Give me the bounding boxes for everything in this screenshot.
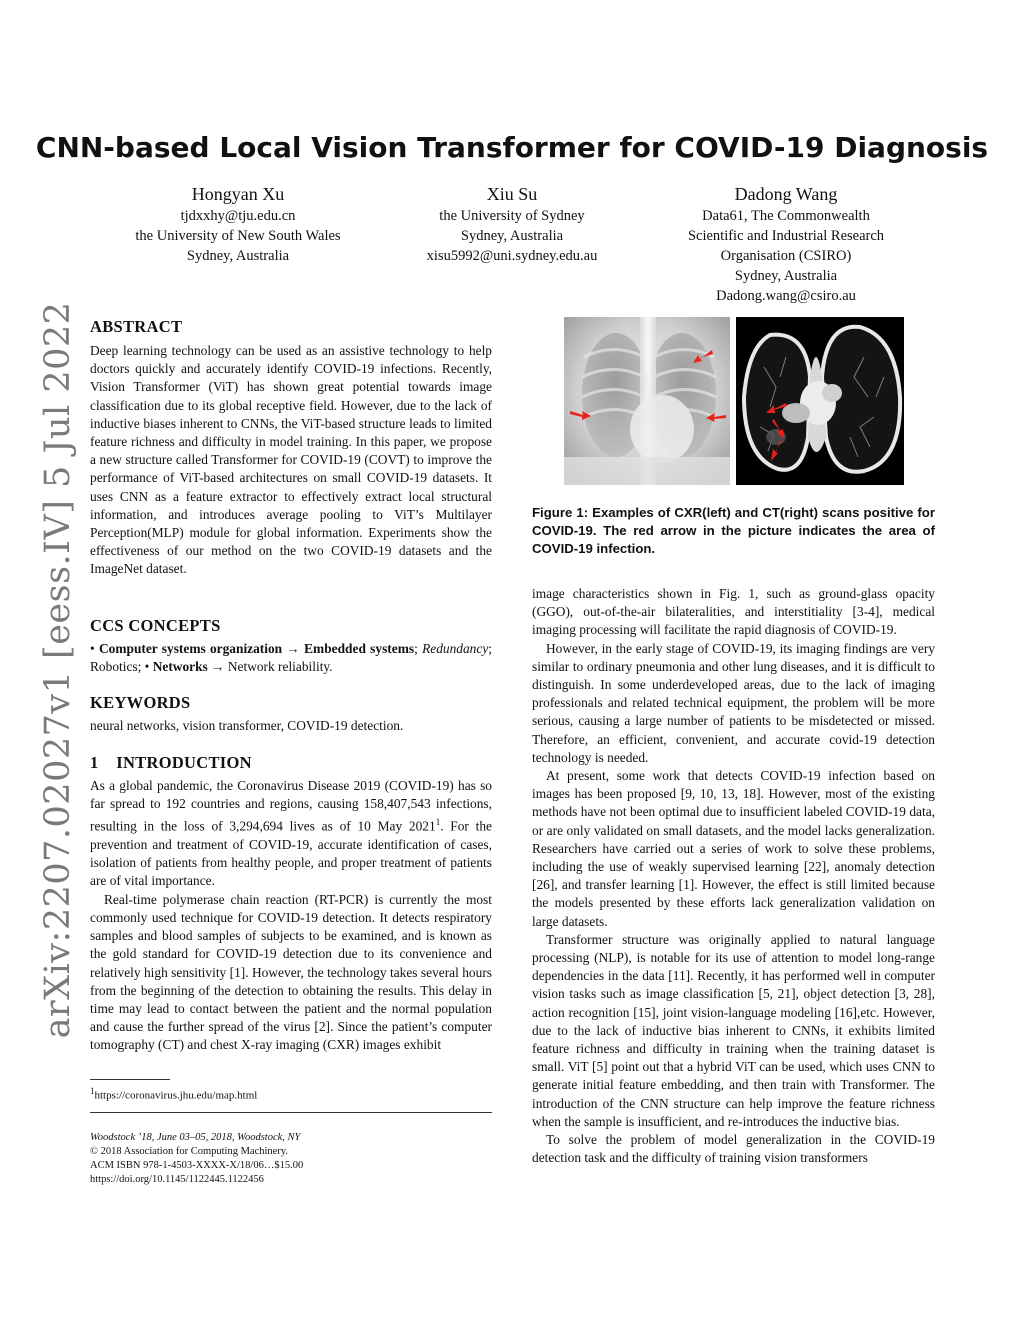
author-affiliation: Scientific and Industrial Research (687, 228, 885, 244)
author-block-2 (362, 182, 662, 266)
body-paragraph: At present, some work that detects COVID-19 infection based on images has been proposed [9, 10, 13, 18]. However, most of the existing methods have not been optimal due to insufficient labeled COVID-19 data, or are only validated on small datasets, and the model lacks generalization. Researchers have carried out a series of work to solve these problems, including the use of weakly supervised learning [22], anomaly detection [26], and transfer learning [1]. However, the effect is still limited because the models presented by these efforts lack generalization validation on large datasets. (532, 768, 935, 929)
author-block-3 (636, 182, 936, 306)
author-location: Sydney, Australia (734, 268, 838, 284)
ccs-separator: ; (414, 641, 423, 656)
footer-doi: https://doi.org/10.1145/1122445.1122456 (90, 1174, 264, 1185)
keywords-text (90, 717, 492, 735)
body-paragraph: Transformer structure was originally applied to natural language processing (NLP), is notable for its use of attention to model long-range dependencies in the data [11]. Recently, it has performed well in computer vision tasks such as image classification [5, 21], object detection [3, 28], action recognition [15], joint vision-language modeling [16],etc. However, due to the lack of inductive bias inherent to CNNs, it exhibits limited feature richness and difficulty in training when the training dataset is small. ViT [5] point out that a hybrid ViT can be used, which uses CNN to generate initial feature embedding, and then train with Transformer. The introduction of the CNN structure can help improve the feature richness when the sample is insufficient, and re-introduces the inductive bias. (532, 931, 935, 1129)
footnote-rule (90, 1079, 170, 1080)
author-location: Sydney, Australia (186, 248, 290, 264)
footer-isbn: ACM ISBN 978-1-4503-XXXX-X/18/06…$15.00 (90, 1160, 304, 1171)
cxr-scan (564, 317, 730, 485)
author-affiliation: Data61, The Commonwealth (702, 208, 870, 224)
keywords-paragraph: neural networks, vision transformer, COVID-19 detection. (90, 718, 404, 733)
ccs-concept: Redundancy (422, 641, 489, 656)
body-paragraph: image characteristics shown in Fig. 1, such as ground-glass opacity (GGO), out-of-the-air bilateralities, and interstitiality [3-4], medical imaging processing will facilitate the rapid diagnosis of COVID-19. (532, 586, 935, 638)
figure-1-caption: Figure 1: Examples of CXR(left) and CT(right) scans positive for COVID-19. The red arrow in the picture indicates the area of COVID-19 infection. (532, 505, 935, 556)
footnote-url: https://coronavirus.jhu.edu/map.html (94, 1089, 258, 1102)
footer-venue: Woodstock ’18, June 03–05, 2018, Woodstock, NY (90, 1132, 301, 1143)
author-location: Sydney, Australia (460, 228, 564, 244)
ccs-arrow: → (282, 641, 305, 656)
footer-copyright: © 2018 Association for Computing Machinery. (90, 1146, 289, 1157)
author-block-1 (88, 182, 388, 266)
footnote-marker: 1 (435, 817, 441, 828)
abstract-paragraph: Deep learning technology can be used as an assistive technology to help doctors quickly and accurately identify COVID-19 infections. Recently, Vision Transformer (ViT) has shown great potential towards image classification due to its global receptive field. However, due to the lack of inductive biases inherent to CNNs, the ViT-based structure leads to limited feature richness and difficulty in model training. In this paper, we propose a new structure called Transformer for COVID-19 (COVT) to improve the performance of ViT-based architectures on small COVID-19 datasets. It uses CNN as a feature extractor to effectively extract local structural information, and introduces average pooling to ViT’s Multilayer Perception(MLP) module for global information. Experiments show the effectiveness of our method on the two COVID-19 datasets and the ImageNet dataset. (90, 343, 492, 577)
keywords-heading: KEYWORDS (90, 693, 191, 712)
author-name: Hongyan Xu (191, 184, 285, 204)
footnote (90, 1086, 257, 1102)
author-affiliation: the University of New South Wales (135, 228, 341, 244)
footer-rule (90, 1112, 492, 1113)
author-email: tjdxxhy@tju.edu.cn (180, 208, 296, 224)
abstract-text (90, 342, 492, 579)
intro-paragraph-1 (90, 777, 492, 891)
arxiv-identifier: arXiv:2207.02027v1 [eess.IV] 5 Jul 2022 (38, 301, 78, 1039)
author-affiliation: the University of Sydney (439, 208, 585, 224)
paper-title: CNN-based Local Vision Transformer for COVID-19 Diagnosis (35, 131, 989, 164)
acm-footer (90, 1131, 303, 1187)
ccs-bullet: • (90, 641, 99, 656)
right-column-text (532, 585, 935, 1168)
abstract-heading: ABSTRACT (90, 317, 183, 336)
ccs-concept: Embedded systems (304, 641, 415, 656)
ccs-separator: ; Robotics; • (90, 641, 492, 675)
figure-1 (564, 317, 904, 490)
intro-paragraph-2: Real-time polymerase chain reaction (RT-PCR) is currently the most commonly used technique for COVID-19 detection. It detects respiratory samples and blood samples of subjects to be examined, and is known as the gold standard for COVID-19 detection due to its convenience and relatively high sensitivity [1]. However, the technology takes several hours from the beginning of the detection to obtaining the results. This delay in time may lead to contact between the patient and the normal population and cause the further spread of the virus [2]. Since the patient’s computer tomography (CT) and chest X-ray imaging (CXR) images exhibit (90, 891, 492, 1053)
figure-1-image (564, 317, 904, 485)
introduction-text (90, 777, 492, 1055)
ccs-concept: Computer systems organization (98, 641, 283, 656)
body-paragraph: To solve the problem of model generalization in the COVID-19 detection task and the difficulty of training vision transformers (532, 1132, 935, 1166)
author-name: Dadong Wang (734, 184, 838, 204)
author-name: Xiu Su (486, 184, 538, 204)
footnote-number: 1 (90, 1086, 95, 1096)
author-email: Dadong.wang@csiro.au (716, 288, 856, 304)
ccs-arrow: → (207, 659, 228, 675)
ccs-heading: CCS CONCEPTS (90, 616, 221, 635)
ccs-concept: Networks (152, 659, 208, 675)
ct-scan (736, 317, 904, 485)
body-paragraph: However, in the early stage of COVID-19, its imaging findings are very similar to ordinary pneumonia and other lung diseases, and it is difficult to distinguish. In some underdeveloped areas, due to the lack of imaging professionals and related technical equipment, the problem will be more serious, causing a large number of patients to be misdetected or missed. Therefore, an efficient, convenient, and accurate covid-19 detection technology is needed. (532, 640, 935, 765)
ccs-concepts (90, 640, 492, 676)
intro-text: As a global pandemic, the Coronavirus Disease 2019 (COVID-19) has so far spread to 192 countries and regions, causing 158,407,543 infections, resulting in the loss of 3,294,694 lives as of 10 May 2021 (90, 778, 492, 834)
ccs-concept: Network reliability. (227, 659, 333, 675)
author-affiliation: Organisation (CSIRO) (720, 248, 852, 264)
author-email: xisu5992@uni.sydney.edu.au (426, 248, 598, 264)
intro-text: . For the prevention and treatment of COVID-19, accurate identification of cases, isolation of patients from healthy people, and proper treatment of patients are of vital importance. (90, 818, 492, 889)
introduction-heading: 1 INTRODUCTION (90, 753, 252, 772)
